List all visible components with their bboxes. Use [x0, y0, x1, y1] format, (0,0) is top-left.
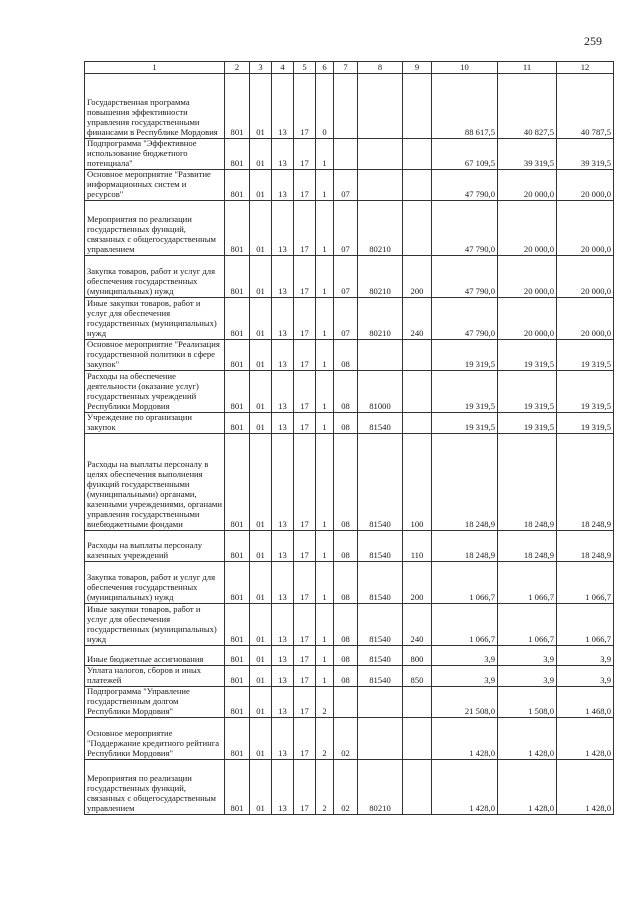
- subprogram-code: 1: [316, 433, 334, 530]
- amount-year-3: 18 248,9: [557, 530, 614, 561]
- direction-code: [358, 340, 403, 371]
- expense-type-code: [403, 717, 432, 759]
- amount-year-1: 21 508,0: [432, 686, 498, 717]
- expense-type-code: 100: [403, 433, 432, 530]
- subprogram-code: 1: [316, 170, 334, 201]
- ministry-code: 801: [225, 371, 250, 413]
- subprogram-code: 1: [316, 298, 334, 340]
- row-name: Иные бюджетные ассигнования: [85, 645, 225, 665]
- direction-code: 81540: [358, 561, 403, 603]
- amount-year-3: 1 428,0: [557, 759, 614, 814]
- program-code: 17: [294, 530, 316, 561]
- section-code: 01: [250, 603, 272, 645]
- event-code: 08: [334, 371, 358, 413]
- expense-type-code: 850: [403, 665, 432, 686]
- expense-type-code: 200: [403, 256, 432, 298]
- column-header-7: 7: [334, 62, 358, 74]
- amount-year-1: 47 790,0: [432, 298, 498, 340]
- amount-year-2: 3,9: [498, 645, 557, 665]
- section-code: 01: [250, 371, 272, 413]
- program-code: 17: [294, 201, 316, 256]
- section-code: 01: [250, 759, 272, 814]
- amount-year-2: 20 000,0: [498, 170, 557, 201]
- column-header-6: 6: [316, 62, 334, 74]
- column-header-12: 12: [557, 62, 614, 74]
- row-name: Закупка товаров, работ и услуг для обеспечения государственных (муниципальных) нужд: [85, 561, 225, 603]
- section-code: 01: [250, 686, 272, 717]
- subprogram-code: 1: [316, 256, 334, 298]
- section-code: 01: [250, 645, 272, 665]
- amount-year-2: 3,9: [498, 665, 557, 686]
- section-code: 01: [250, 561, 272, 603]
- row-name: Основное мероприятие "Развитие информационных систем и ресурсов": [85, 170, 225, 201]
- event-code: 02: [334, 717, 358, 759]
- row-name: Подпрограмма "Эффективное использование бюджетного потенциала": [85, 139, 225, 170]
- direction-code: 81540: [358, 530, 403, 561]
- amount-year-3: 39 319,5: [557, 139, 614, 170]
- table-row: [85, 603, 614, 645]
- program-code: 17: [294, 256, 316, 298]
- table-row: [85, 201, 614, 256]
- subsection-code: 13: [272, 139, 294, 170]
- subprogram-code: 1: [316, 371, 334, 413]
- subsection-code: 13: [272, 717, 294, 759]
- subprogram-code: 1: [316, 139, 334, 170]
- amount-year-2: 19 319,5: [498, 340, 557, 371]
- amount-year-1: 18 248,9: [432, 530, 498, 561]
- table-row: [85, 561, 614, 603]
- event-code: 08: [334, 340, 358, 371]
- table-row: [85, 530, 614, 561]
- amount-year-1: 19 319,5: [432, 340, 498, 371]
- subsection-code: 13: [272, 340, 294, 371]
- subsection-code: 13: [272, 201, 294, 256]
- section-code: 01: [250, 256, 272, 298]
- subsection-code: 13: [272, 665, 294, 686]
- program-code: 17: [294, 139, 316, 170]
- column-header-11: 11: [498, 62, 557, 74]
- program-code: 17: [294, 665, 316, 686]
- program-code: 17: [294, 74, 316, 139]
- program-code: 17: [294, 759, 316, 814]
- amount-year-3: 19 319,5: [557, 340, 614, 371]
- direction-code: 81540: [358, 413, 403, 434]
- ministry-code: 801: [225, 139, 250, 170]
- table-body: [85, 74, 614, 815]
- row-name: Учреждение по организации закупок: [85, 413, 225, 434]
- event-code: [334, 686, 358, 717]
- direction-code: 80210: [358, 256, 403, 298]
- amount-year-2: 20 000,0: [498, 256, 557, 298]
- amount-year-3: 3,9: [557, 665, 614, 686]
- row-name: Основное мероприятие "Реализация государственной политики в сфере закупок": [85, 340, 225, 371]
- subprogram-code: 2: [316, 686, 334, 717]
- column-header-1: 1: [85, 62, 225, 74]
- ministry-code: 801: [225, 665, 250, 686]
- amount-year-3: 18 248,9: [557, 433, 614, 530]
- expense-type-code: 800: [403, 645, 432, 665]
- column-header-4: 4: [272, 62, 294, 74]
- subsection-code: 13: [272, 256, 294, 298]
- expense-type-code: [403, 686, 432, 717]
- table-header-row: [85, 62, 614, 74]
- table-row: [85, 74, 614, 139]
- expense-type-code: [403, 170, 432, 201]
- row-name: Расходы на обеспечение деятельности (оказание услуг) государственных учреждений Республики Мордовия: [85, 371, 225, 413]
- table-row: [85, 371, 614, 413]
- program-code: 17: [294, 717, 316, 759]
- expense-type-code: [403, 759, 432, 814]
- amount-year-2: 1 428,0: [498, 759, 557, 814]
- amount-year-1: 47 790,0: [432, 256, 498, 298]
- program-code: 17: [294, 170, 316, 201]
- section-code: 01: [250, 717, 272, 759]
- expense-type-code: [403, 340, 432, 371]
- amount-year-3: 1 066,7: [557, 561, 614, 603]
- program-code: 17: [294, 645, 316, 665]
- budget-table: [84, 61, 614, 815]
- amount-year-2: 19 319,5: [498, 371, 557, 413]
- amount-year-1: 18 248,9: [432, 433, 498, 530]
- section-code: 01: [250, 665, 272, 686]
- amount-year-1: 47 790,0: [432, 170, 498, 201]
- subsection-code: 13: [272, 74, 294, 139]
- amount-year-2: 1 428,0: [498, 717, 557, 759]
- row-name: Иные закупки товаров, работ и услуг для обеспечения государственных (муниципальных) нужд: [85, 603, 225, 645]
- event-code: 08: [334, 413, 358, 434]
- amount-year-3: 19 319,5: [557, 371, 614, 413]
- subprogram-code: 1: [316, 603, 334, 645]
- subsection-code: 13: [272, 433, 294, 530]
- row-name: Мероприятия по реализации государственных функций, связанных с общегосударственным управлением: [85, 759, 225, 814]
- ministry-code: 801: [225, 298, 250, 340]
- direction-code: 81540: [358, 433, 403, 530]
- subsection-code: 13: [272, 413, 294, 434]
- subprogram-code: 1: [316, 561, 334, 603]
- amount-year-1: 3,9: [432, 645, 498, 665]
- expense-type-code: [403, 413, 432, 434]
- amount-year-1: 88 617,5: [432, 74, 498, 139]
- subprogram-code: 1: [316, 645, 334, 665]
- ministry-code: 801: [225, 530, 250, 561]
- ministry-code: 801: [225, 561, 250, 603]
- row-name: Подпрограмма "Управление государственным долгом Республики Мордовия": [85, 686, 225, 717]
- event-code: 07: [334, 201, 358, 256]
- ministry-code: 801: [225, 170, 250, 201]
- direction-code: [358, 717, 403, 759]
- table-row: [85, 433, 614, 530]
- column-header-2: 2: [225, 62, 250, 74]
- ministry-code: 801: [225, 645, 250, 665]
- table-row: [85, 139, 614, 170]
- column-header-10: 10: [432, 62, 498, 74]
- subsection-code: 13: [272, 686, 294, 717]
- event-code: 08: [334, 645, 358, 665]
- row-name: Основное мероприятие "Поддержание кредитного рейтинга Республики Мордовия": [85, 717, 225, 759]
- column-header-5: 5: [294, 62, 316, 74]
- section-code: 01: [250, 170, 272, 201]
- amount-year-1: 1 066,7: [432, 603, 498, 645]
- event-code: 07: [334, 170, 358, 201]
- section-code: 01: [250, 74, 272, 139]
- amount-year-3: 40 787,5: [557, 74, 614, 139]
- row-name: Государственная программа повышения эффективности управления государственными финансами в Республике Мордовия: [85, 74, 225, 139]
- amount-year-3: 20 000,0: [557, 256, 614, 298]
- subsection-code: 13: [272, 530, 294, 561]
- row-name: Расходы на выплаты персоналу в целях обеспечения выполнения функций государственными (муниципальными) органами, казенными учреждениями, органами управления государственными внебюджетными фондами: [85, 433, 225, 530]
- amount-year-3: 20 000,0: [557, 201, 614, 256]
- program-code: 17: [294, 686, 316, 717]
- subsection-code: 13: [272, 561, 294, 603]
- subprogram-code: 0: [316, 74, 334, 139]
- direction-code: 81540: [358, 603, 403, 645]
- ministry-code: 801: [225, 201, 250, 256]
- ministry-code: 801: [225, 74, 250, 139]
- expense-type-code: [403, 74, 432, 139]
- amount-year-1: 3,9: [432, 665, 498, 686]
- program-code: 17: [294, 603, 316, 645]
- amount-year-2: 1 508,0: [498, 686, 557, 717]
- program-code: 17: [294, 298, 316, 340]
- amount-year-1: 67 109,5: [432, 139, 498, 170]
- amount-year-2: 39 319,5: [498, 139, 557, 170]
- amount-year-2: 20 000,0: [498, 298, 557, 340]
- table-row: [85, 717, 614, 759]
- subprogram-code: 1: [316, 665, 334, 686]
- ministry-code: 801: [225, 433, 250, 530]
- event-code: 08: [334, 665, 358, 686]
- event-code: 08: [334, 603, 358, 645]
- direction-code: 81540: [358, 665, 403, 686]
- amount-year-2: 18 248,9: [498, 433, 557, 530]
- expense-type-code: 240: [403, 603, 432, 645]
- subsection-code: 13: [272, 603, 294, 645]
- ministry-code: 801: [225, 340, 250, 371]
- subprogram-code: 1: [316, 530, 334, 561]
- direction-code: [358, 74, 403, 139]
- amount-year-2: 40 827,5: [498, 74, 557, 139]
- table-row: [85, 759, 614, 814]
- table-row: [85, 665, 614, 686]
- amount-year-3: 1 468,0: [557, 686, 614, 717]
- section-code: 01: [250, 340, 272, 371]
- amount-year-1: 1 428,0: [432, 759, 498, 814]
- amount-year-3: 20 000,0: [557, 298, 614, 340]
- amount-year-1: 19 319,5: [432, 413, 498, 434]
- program-code: 17: [294, 561, 316, 603]
- row-name: Мероприятия по реализации государственных функций, связанных с общегосударственным управлением: [85, 201, 225, 256]
- row-name: Закупка товаров, работ и услуг для обеспечения государственных (муниципальных) нужд: [85, 256, 225, 298]
- expense-type-code: [403, 139, 432, 170]
- program-code: 17: [294, 371, 316, 413]
- subprogram-code: 2: [316, 759, 334, 814]
- amount-year-3: 20 000,0: [557, 170, 614, 201]
- ministry-code: 801: [225, 759, 250, 814]
- event-code: 02: [334, 759, 358, 814]
- amount-year-1: 1 428,0: [432, 717, 498, 759]
- table-row: [85, 645, 614, 665]
- amount-year-2: 18 248,9: [498, 530, 557, 561]
- expense-type-code: 200: [403, 561, 432, 603]
- event-code: 08: [334, 530, 358, 561]
- table-row: [85, 340, 614, 371]
- table-row: [85, 256, 614, 298]
- amount-year-2: 20 000,0: [498, 201, 557, 256]
- direction-code: [358, 170, 403, 201]
- expense-type-code: 110: [403, 530, 432, 561]
- direction-code: [358, 139, 403, 170]
- table-row: [85, 298, 614, 340]
- table-row: [85, 413, 614, 434]
- row-name: Иные закупки товаров, работ и услуг для обеспечения государственных (муниципальных) нужд: [85, 298, 225, 340]
- subsection-code: 13: [272, 759, 294, 814]
- table-row: [85, 686, 614, 717]
- amount-year-2: 1 066,7: [498, 603, 557, 645]
- direction-code: 81000: [358, 371, 403, 413]
- subprogram-code: 1: [316, 201, 334, 256]
- event-code: 07: [334, 298, 358, 340]
- amount-year-3: 19 319,5: [557, 413, 614, 434]
- subsection-code: 13: [272, 170, 294, 201]
- event-code: 08: [334, 433, 358, 530]
- column-header-8: 8: [358, 62, 403, 74]
- subprogram-code: 2: [316, 717, 334, 759]
- section-code: 01: [250, 201, 272, 256]
- amount-year-2: 19 319,5: [498, 413, 557, 434]
- section-code: 01: [250, 139, 272, 170]
- section-code: 01: [250, 298, 272, 340]
- amount-year-2: 1 066,7: [498, 561, 557, 603]
- amount-year-1: 19 319,5: [432, 371, 498, 413]
- ministry-code: 801: [225, 413, 250, 434]
- amount-year-3: 3,9: [557, 645, 614, 665]
- subsection-code: 13: [272, 645, 294, 665]
- amount-year-1: 47 790,0: [432, 201, 498, 256]
- event-code: [334, 139, 358, 170]
- subprogram-code: 1: [316, 340, 334, 371]
- event-code: 08: [334, 561, 358, 603]
- subsection-code: 13: [272, 371, 294, 413]
- ministry-code: 801: [225, 686, 250, 717]
- section-code: 01: [250, 530, 272, 561]
- program-code: 17: [294, 340, 316, 371]
- direction-code: [358, 686, 403, 717]
- direction-code: 80210: [358, 759, 403, 814]
- amount-year-3: 1 428,0: [557, 717, 614, 759]
- direction-code: 81540: [358, 645, 403, 665]
- page-number: 259: [584, 34, 602, 48]
- subprogram-code: 1: [316, 413, 334, 434]
- subsection-code: 13: [272, 298, 294, 340]
- direction-code: 80210: [358, 201, 403, 256]
- program-code: 17: [294, 433, 316, 530]
- row-name: Уплата налогов, сборов и иных платежей: [85, 665, 225, 686]
- expense-type-code: [403, 371, 432, 413]
- section-code: 01: [250, 413, 272, 434]
- expense-type-code: 240: [403, 298, 432, 340]
- row-name: Расходы на выплаты персоналу казенных учреждений: [85, 530, 225, 561]
- amount-year-3: 1 066,7: [557, 603, 614, 645]
- expense-type-code: [403, 201, 432, 256]
- ministry-code: 801: [225, 256, 250, 298]
- section-code: 01: [250, 433, 272, 530]
- table-row: [85, 170, 614, 201]
- event-code: [334, 74, 358, 139]
- program-code: 17: [294, 413, 316, 434]
- event-code: 07: [334, 256, 358, 298]
- column-header-3: 3: [250, 62, 272, 74]
- ministry-code: 801: [225, 717, 250, 759]
- amount-year-1: 1 066,7: [432, 561, 498, 603]
- column-header-9: 9: [403, 62, 432, 74]
- direction-code: 80210: [358, 298, 403, 340]
- ministry-code: 801: [225, 603, 250, 645]
